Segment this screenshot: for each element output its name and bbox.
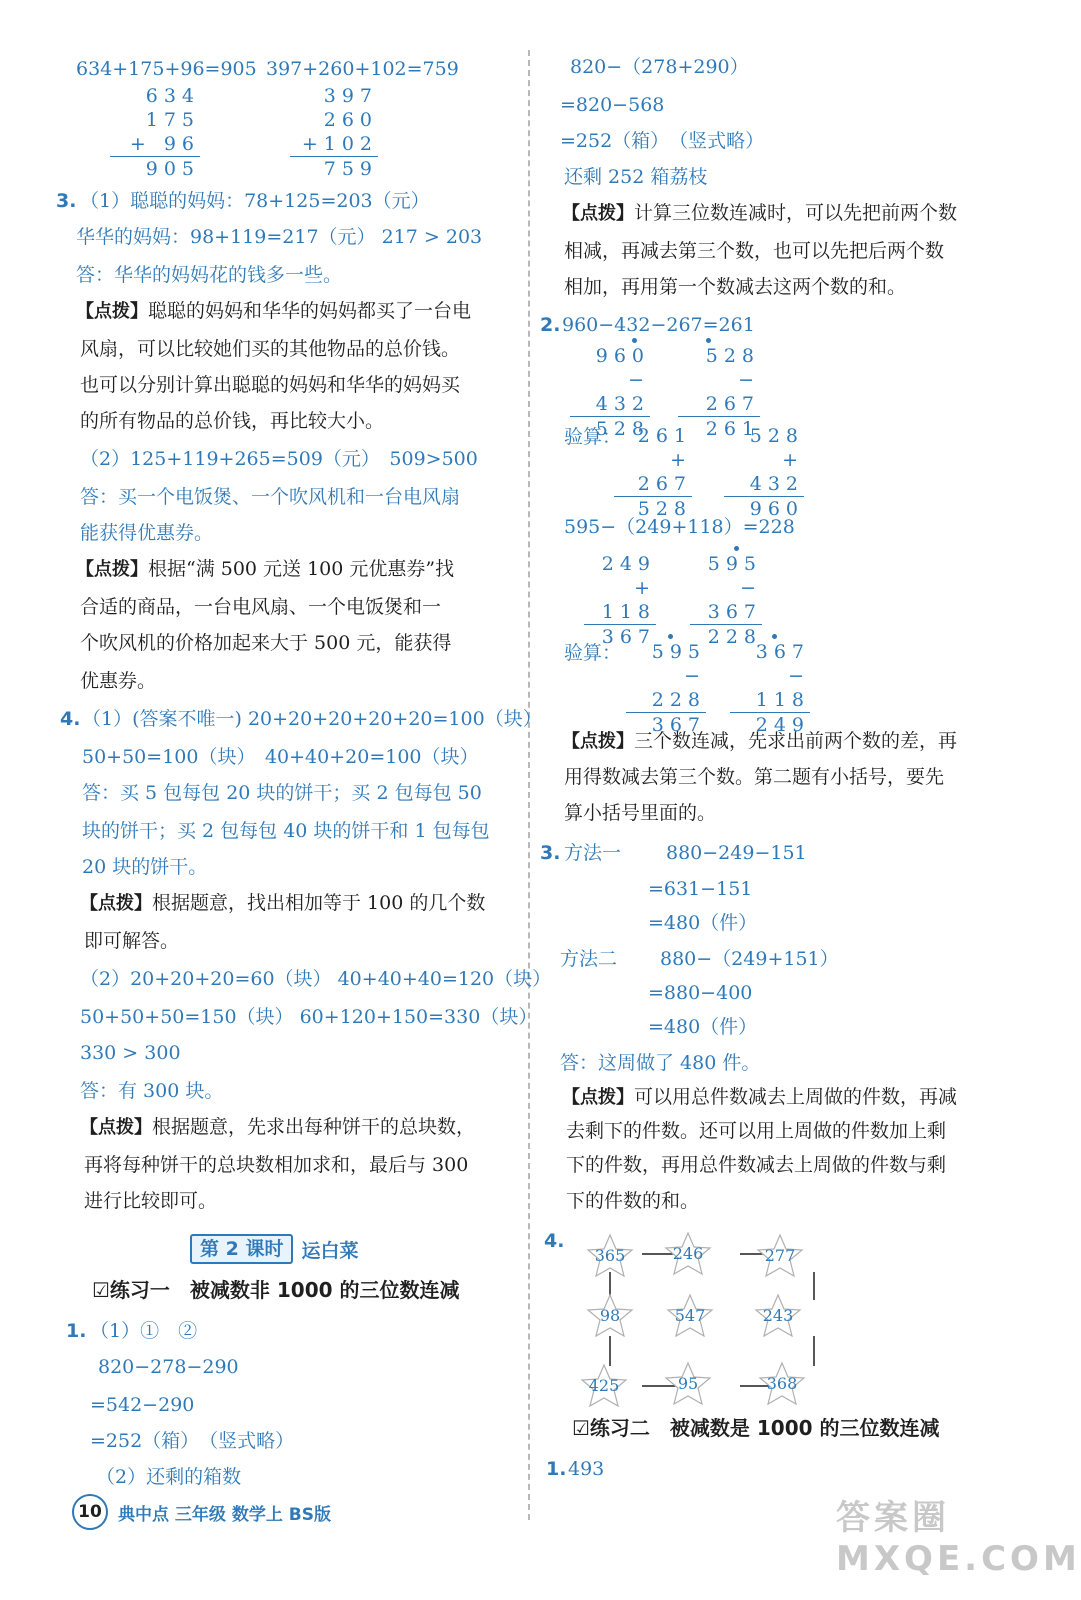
answer-line: =480（件） (648, 1016, 758, 1038)
vertical-calc: 528 − 267 261 (678, 344, 760, 441)
star-cell: 95 (662, 1360, 714, 1408)
question-number: 4. (544, 1230, 565, 1252)
answer-line: 答：有 300 块。 (80, 1080, 224, 1102)
vertical-calc: 528 + 432 960 (724, 424, 804, 521)
answer-line: 答：这周做了 480 件。 (560, 1052, 761, 1074)
lesson-header (190, 1234, 358, 1264)
check-label: 验算： (564, 642, 622, 664)
tip-line: 下的件数的和。 (566, 1190, 700, 1212)
answer-line: =252（箱） （竖式略） (560, 130, 765, 152)
answer-line: （2）还剩的箱数 (96, 1466, 242, 1488)
star-cell: 368 (756, 1360, 808, 1408)
tip-label: 【点拨】 (562, 1087, 634, 1108)
borrow-dot (668, 634, 673, 639)
borrow-dot (734, 546, 739, 551)
tip-label: 【点拨】 (80, 1117, 152, 1138)
tip-line: 优惠券。 (80, 670, 157, 692)
column-divider (528, 50, 530, 1520)
equation: 595−（249+118）=228 (564, 516, 795, 538)
answer-line: 能获得优惠券。 (80, 522, 214, 544)
tip-label: 【点拨】 (562, 731, 634, 752)
answer-line: 50+50=100（块） 40+40+20=100（块） (82, 746, 479, 768)
tip-line: 合适的商品，一台电风扇、一个电饭煲和一 (80, 596, 442, 618)
page-footer (72, 1494, 331, 1530)
question-number: 3. (540, 842, 561, 864)
star-cell: 365 (584, 1232, 636, 1280)
book-title: 典中点 三年级 数学上 BS版 (118, 1504, 331, 1525)
answer-line: 答：买 5 包每包 20 块的饼干；买 2 包每包 50 (82, 782, 482, 804)
answer-line: （2）20+20+20=60（块） 40+40+40=120（块） (80, 968, 552, 990)
tip-line: 【点拨】计算三位数连减时，可以先把前两个数 (562, 202, 958, 224)
borrow-dot (632, 338, 637, 343)
vertical-calc: 249 + 118 367 (584, 552, 656, 649)
tip-label: 【点拨】 (562, 203, 634, 224)
answer-line: =631−151 (648, 878, 753, 900)
equation: 634+175+96=905 (76, 58, 257, 80)
vertical-calc: 367 − 118 249 (730, 640, 810, 737)
borrow-dot (772, 634, 777, 639)
answer-line: 820−278−290 (98, 1356, 239, 1378)
answer-line: =542−290 (90, 1394, 195, 1416)
answer-line: （1）(答案不唯一) 20+20+20+20+20=100（块） (82, 708, 542, 730)
tip-line: 个吹风机的价格加起来大于 500 元，能获得 (80, 632, 452, 654)
tip-line: 相加，再用第一个数减去这两个数的和。 (564, 276, 907, 298)
tip-line: 风扇，可以比较她们买的其他物品的总价钱。 (80, 338, 461, 360)
answer-line: =480（件） (648, 912, 758, 934)
answer-line: 华华的妈妈：98+119=217（元） 217 > 203 (76, 226, 483, 248)
tip-line: 进行比较即可。 (84, 1190, 218, 1212)
answer-line: =820−568 (560, 94, 665, 116)
star-cell: 425 (578, 1362, 630, 1410)
tip-line: 去剩下的件数。还可以用上周做的件数加上剩 (566, 1120, 947, 1142)
answer-line: 820−（278+290） (570, 56, 749, 78)
tip-line: 用得数减去第三个数。第二题有小括号，要先 (564, 766, 945, 788)
vertical-calc: 261 + 267 528 (614, 424, 692, 521)
star-cell: 98 (584, 1292, 636, 1340)
answer-line: 880−（249+151） (660, 948, 839, 970)
star-cell: 246 (662, 1230, 714, 1278)
question-number: 1. (66, 1320, 87, 1342)
watermark-logo: 答案圈 MXQE.COM (836, 1498, 1081, 1579)
answer-line: 50+50+50=150（块） 60+120+150=330（块） (80, 1006, 538, 1028)
tip-line: 的所有物品的总价钱，再比较大小。 (80, 410, 385, 432)
method-label: 方法二 (560, 948, 618, 970)
tip-line: 即可解答。 (84, 930, 180, 952)
method-label: 方法一 (564, 842, 622, 864)
question-number: 2. (540, 314, 561, 336)
vertical-calc: 634 175 + 96 905 (110, 84, 200, 181)
tip-label: 【点拨】 (76, 559, 148, 580)
equation: 960−432−267=261 (562, 314, 755, 336)
tip-line: 【点拨】根据“满 500 元送 100 元优惠券”找 (76, 558, 455, 580)
section-heading: ☑练习一 被减数非 1000 的三位数连减 (92, 1278, 460, 1302)
answer-line: 还剩 252 箱荔枝 (564, 166, 708, 188)
star-cell: 277 (754, 1232, 806, 1280)
tip-line: 【点拨】根据题意，先求出每种饼干的总块数， (80, 1116, 476, 1138)
tip-line: 也可以分别计算出聪聪的妈妈和华华的妈妈买 (80, 374, 461, 396)
tip-line: 相减，再减去第三个数，也可以先把后两个数 (564, 240, 945, 262)
question-number: 4. (60, 708, 81, 730)
check-label: 验算： (564, 426, 622, 448)
vertical-calc: 960 − 432 528 (570, 344, 650, 441)
vertical-calc: 595 − 367 228 (690, 552, 762, 649)
tip-line: 算小括号里面的。 (564, 802, 717, 824)
answer-line: 493 (568, 1458, 605, 1480)
star-cell: 243 (752, 1292, 804, 1340)
tip-line: 【点拨】三个数连减，先求出前两个数的差，再 (562, 730, 958, 752)
answer-line: 答：买一个电饭煲、一个吹风机和一台电风扇 (80, 486, 461, 508)
answer-line: 块的饼干；买 2 包每包 40 块的饼干和 1 包每包 (82, 820, 490, 842)
answer-line: （2）125+119+265=509（元） 509>500 (80, 448, 478, 470)
page-number: 10 (72, 1494, 108, 1530)
question-number: 3. (56, 190, 77, 212)
vertical-calc: 397 260 +102 759 (290, 84, 378, 181)
equation: 397+260+102=759 (266, 58, 459, 80)
answer-line: 20 块的饼干。 (82, 856, 208, 878)
lesson-title: 运白菜 (301, 1239, 359, 1262)
lesson-number: 第 2 课时 (190, 1234, 293, 1264)
tip-line: 【点拨】可以用总件数减去上周做的件数，再减 (562, 1086, 958, 1108)
section-heading: ☑练习二 被减数是 1000 的三位数连减 (572, 1416, 940, 1440)
tip-line: 下的件数，再用总件数减去上周做的件数与剩 (566, 1154, 947, 1176)
tip-label: 【点拨】 (76, 301, 148, 322)
answer-line: 330 > 300 (80, 1042, 181, 1064)
answer-line: （1）聪聪的妈妈：78+125=203（元） (80, 190, 430, 212)
answer-line: （1）① ② (90, 1320, 198, 1342)
answer-line: =252（箱） （竖式略） (90, 1430, 295, 1452)
answer-line: 答：华华的妈妈花的钱多一些。 (76, 264, 343, 286)
question-number: 1. (546, 1458, 567, 1480)
tip-label: 【点拨】 (80, 893, 152, 914)
answer-line: 880−249−151 (666, 842, 807, 864)
vertical-calc: 595 − 228 367 (626, 640, 706, 737)
star-cell: 547 (664, 1292, 716, 1340)
tip-line: 再将每种饼干的总块数相加求和，最后与 300 (84, 1154, 469, 1176)
tip-line: 【点拨】聪聪的妈妈和华华的妈妈都买了一台电 (76, 300, 472, 322)
answer-line: =880−400 (648, 982, 753, 1004)
tip-line: 【点拨】根据题意，找出相加等于 100 的几个数 (80, 892, 486, 914)
borrow-dot (706, 338, 711, 343)
